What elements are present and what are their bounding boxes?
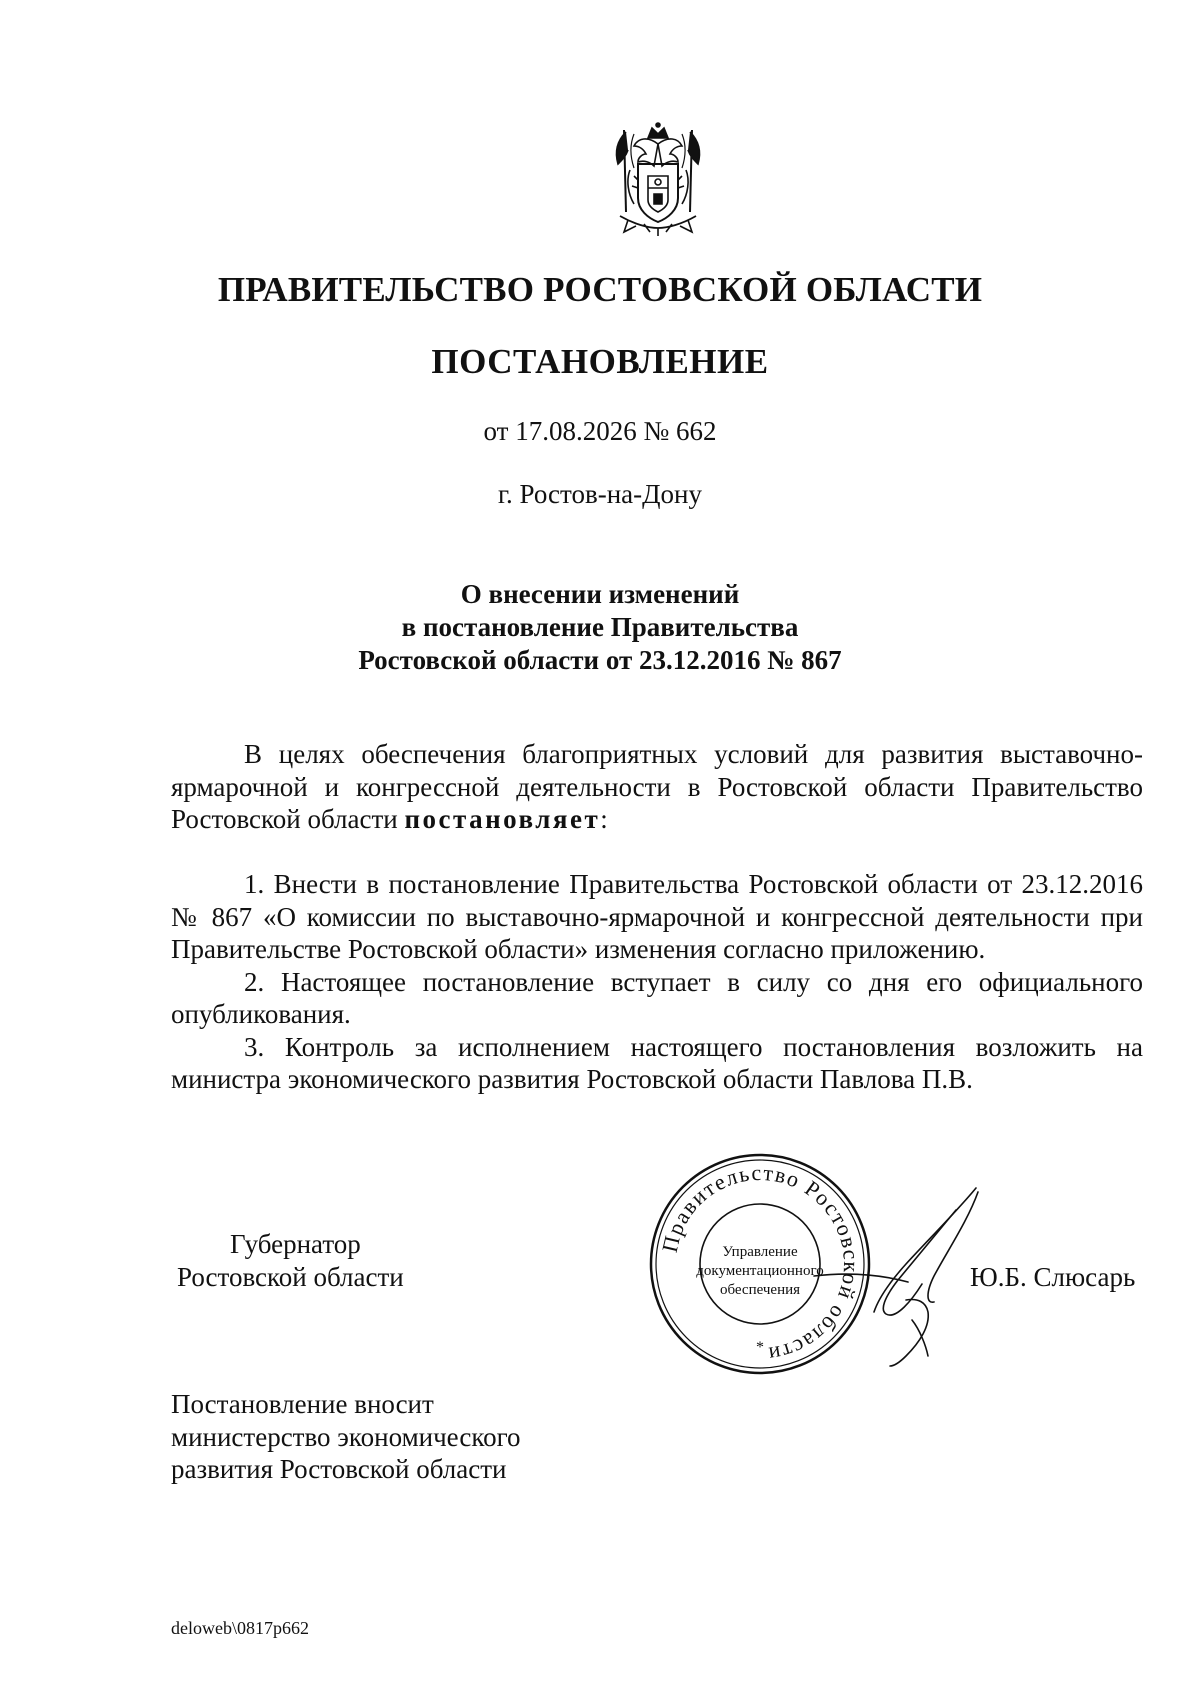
seal-center-line: обеспечения [719,1282,801,1298]
resolution-items [171,868,1143,1096]
date-and-number: от 17.08.2026 № 662 [483,416,717,446]
subject-line: Ростовской области от 23.12.2016 № 867 [358,645,842,675]
handwritten-signature-icon [808,1180,990,1370]
resolution-item: 3. Контроль за исполнением настоящего постановления возложить на министра экономического развития Ростовской области Павлова П.В. [171,1031,1143,1094]
seal-ring-text: Правительство Ростовской области [656,1159,865,1368]
preamble-tail: : [600,804,608,834]
signatory-position-line: Ростовской области [177,1262,404,1292]
coat-of-arms-icon [604,120,712,238]
submitted-by [171,1388,520,1486]
file-reference: deloweb\0817p662 [171,1618,309,1638]
seal-star: * [756,1339,764,1356]
subject-line: в постановление Правительства [401,612,799,642]
resolution-item: 1. Внести в постановление Правительства Ростовской области от 23.12.2016 № 867 «О комиссии по выставочно-ярмарочной и конгрессной деятельности при Правительстве Ростовской области» изменения согласно приложению. [171,869,1143,964]
seal-center-line: документационного [696,1263,824,1279]
seal-center-line: Управление [722,1244,798,1260]
preamble-emphasis: постановляет [404,804,601,834]
organization-title: ПРАВИТЕЛЬСТВО РОСТОВСКОЙ ОБЛАСТИ [217,270,983,309]
preamble-paragraph [171,738,1143,836]
submitted-by-line: Постановление вносит [171,1389,434,1419]
submitted-by-line: развития Ростовской области [171,1454,507,1484]
preamble-text: В целях обеспечения благоприятных условий для развития выставочно-ярмарочной и конгрессной деятельности в Ростовской области Правительство Ростовской области [171,739,1143,834]
resolution-item: 2. Настоящее постановление вступает в силу со дня его официального опубликования. [171,966,1143,1029]
document-type: ПОСТАНОВЛЕНИЕ [431,342,769,381]
submitted-by-line: министерство экономического [171,1421,521,1452]
signatory-name: Ю.Б. Слюсарь [970,1262,1136,1292]
subject-line: О внесении изменений [460,579,740,609]
city: г. Ростов-на-Дону [497,479,702,509]
signatory-position-line: Губернатор [230,1229,361,1259]
document-subject [0,578,1200,677]
